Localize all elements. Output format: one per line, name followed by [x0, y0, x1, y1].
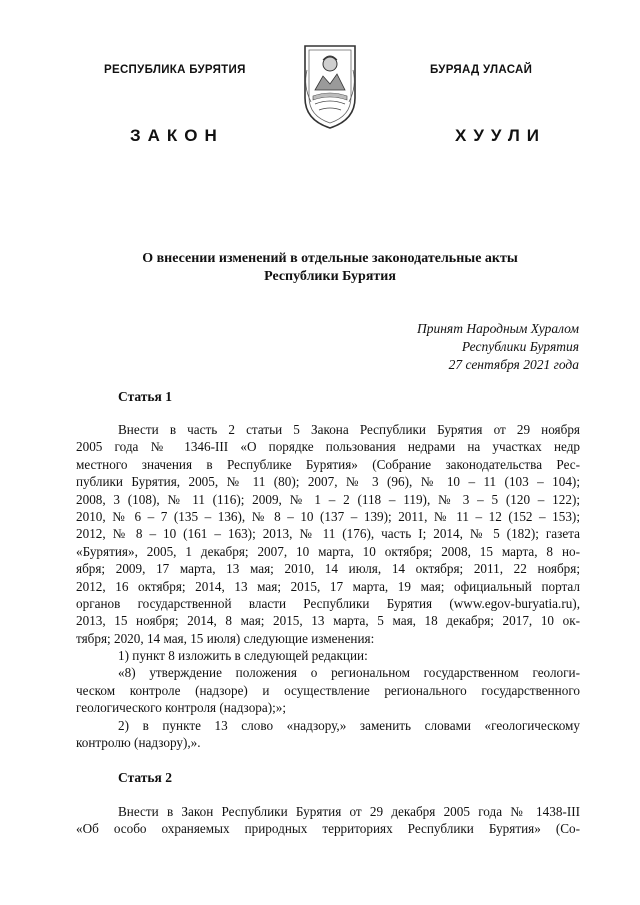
text-line: «Об особо охраняемых природных территориях Республики Бурятия» (Со-: [76, 821, 580, 837]
text-line: публики Бурятия, 2005, № 11 (80); 2007, № 3 (96), № 10 – 11 (103 – 104);: [76, 474, 580, 490]
text-line: 2005 года № 1346-III «О порядке пользования недрами на участках недр: [76, 439, 580, 455]
text-line: местного значения в Республике Бурятия» (Собрание законодательства Рес-: [76, 456, 580, 472]
law-title: [100, 250, 560, 286]
text-line: 2013, 15 ноября; 2014, 8 мая; 2015, 13 марта, 5 мая, 18 декабря; 2017, 10 ок-: [76, 613, 580, 629]
text-line: ября; 2009, 17 марта, 13 мая; 2010, 14 июля, 14 октября; 2011, 22 ноября;: [76, 561, 580, 577]
republic-name-buryat: БУРЯАД УЛАСАЙ: [430, 64, 533, 76]
list-item: 2) в пункте 13 слово «надзору,» заменить словами «геологическому: [118, 717, 580, 733]
republic-name-russian: РЕСПУБЛИКА БУРЯТИЯ: [104, 64, 246, 76]
adoption-date: 27 сентября 2021 года: [448, 357, 579, 372]
adoption-note: [417, 320, 579, 374]
text-line: 2008, 3 (108), № 11 (116); 2009, № 1 – 2 (118 – 119), № 3 – 5 (120 – 122);: [76, 491, 580, 507]
law-heading-russian: ЗАКОН: [130, 126, 224, 145]
text-line: Внести в Закон Республики Бурятия от 29 декабря 2005 года № 1438-III: [118, 804, 580, 819]
adoption-line: Принят Народным Хуралом: [416, 321, 579, 336]
text-line: тября; 2020, 14 мая, 15 июля) следующие изменения:: [76, 630, 375, 646]
text-line: 2012, 16 октября; 2014, 13 мая; 2015, 17 марта, 19 мая; официальный портал: [76, 578, 580, 594]
article-1-heading: Статья 1: [118, 389, 172, 404]
text-line: 2012, № 8 – 10 (161 – 163); 2013, № 11 (176), часть I; 2014, № 5 (182); газета: [76, 526, 580, 542]
text-line: Внести в часть 2 статьи 5 Закона Республики Бурятия от 29 ноября: [118, 422, 580, 437]
text-line: геологического контроля (надзора);»;: [76, 700, 287, 716]
law-title-line: О внесении изменений в отдельные законодательные акты: [142, 251, 518, 266]
adoption-line: Республики Бурятия: [461, 339, 579, 354]
text-line: ческом контроле (надзоре) и осуществление регионального государственного: [76, 682, 580, 698]
text-line: контролю (надзору),».: [76, 735, 201, 751]
article-2-text: [76, 803, 580, 838]
article-1-text: [76, 421, 580, 751]
list-item: 1) пункт 8 изложить в следующей редакции:: [118, 648, 368, 664]
text-line: органов государственной власти Республики Бурятия (www.egov-buryatia.ru),: [76, 595, 580, 611]
text-line: «8) утверждение положения о региональном государственном геологи-: [118, 665, 580, 681]
article-2-heading: Статья 2: [118, 770, 172, 785]
law-title-line: Республики Бурятия: [264, 269, 396, 284]
coat-of-arms-icon: [301, 40, 359, 132]
law-heading-buryat: ХУУЛИ: [455, 126, 546, 145]
text-line: 2010, № 6 – 7 (135 – 136), № 8 – 10 (137 – 139); 2011, № 11 – 12 (152 – 153);: [76, 508, 580, 524]
text-line: «Бурятия», 2005, 1 декабря; 2007, 10 марта, 10 октября; 2008, 15 марта, 8 но-: [76, 543, 580, 559]
